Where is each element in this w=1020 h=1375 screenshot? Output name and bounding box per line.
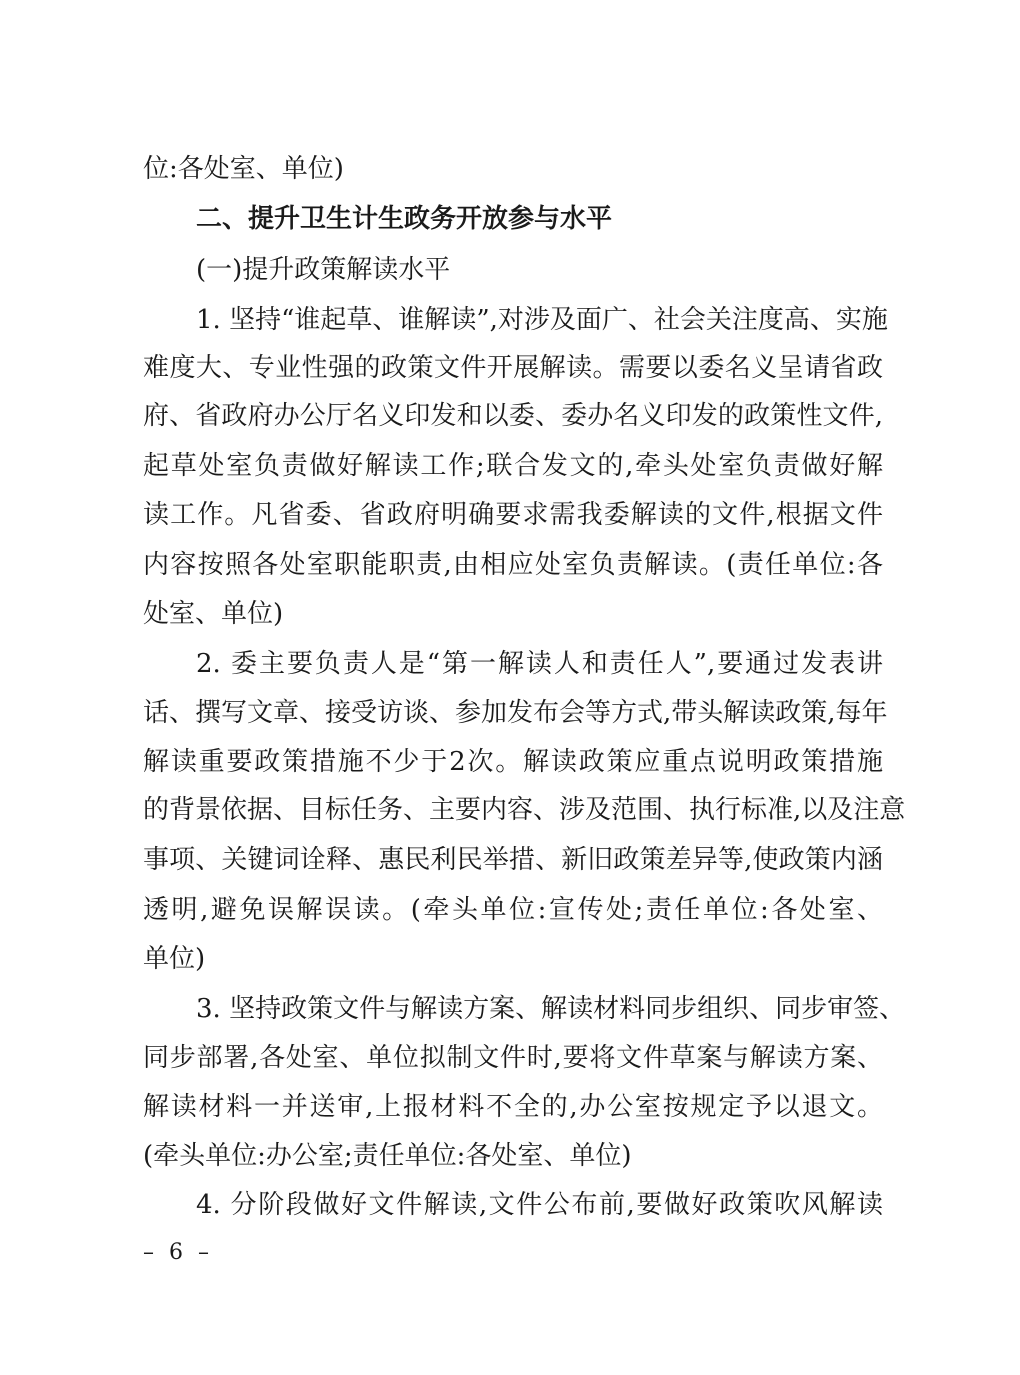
paragraph-line: 话、撰写文章、接受访谈、参加发布会等方式,带头解读政策,每年 bbox=[143, 698, 888, 728]
paragraph-line: 透明,避免误解误读。(牵头单位:宣传处;责任单位:各处室、 bbox=[143, 895, 883, 925]
paragraph-line: 读工作。凡省委、省政府明确要求需我委解读的文件,根据文件 bbox=[143, 500, 883, 530]
paragraph-line: 内容按照各处室职能职责,由相应处室负责解读。(责任单位:各 bbox=[143, 550, 883, 580]
paragraph-line: 的背景依据、目标任务、主要内容、涉及范围、执行标准,以及注意 bbox=[143, 795, 906, 825]
paragraph-line: 1. 坚持“谁起草、谁解读”,对涉及面广、社会关注度高、实施 bbox=[196, 305, 888, 335]
section-heading: 二、提升卫生计生政务开放参与水平 bbox=[196, 204, 613, 234]
paragraph-line: 处室、单位) bbox=[143, 599, 284, 629]
paragraph-line: 2. 委主要负责人是“第一解读人和责任人”,要通过发表讲 bbox=[196, 649, 883, 679]
paragraph-line: 4. 分阶段做好文件解读,文件公布前,要做好政策吹风解读 bbox=[196, 1190, 883, 1220]
subsection-heading: (一)提升政策解读水平 bbox=[196, 255, 451, 285]
paragraph-line: 府、省政府办公厅名义印发和以委、委办名义印发的政策性文件, bbox=[143, 401, 883, 431]
paragraph-line: 解读材料一并送审,上报材料不全的,办公室按规定予以退文。 bbox=[143, 1092, 883, 1122]
paragraph-line: 解读重要政策措施不少于2次。解读政策应重点说明政策措施 bbox=[143, 747, 883, 777]
paragraph-line: 难度大、专业性强的政策文件开展解读。需要以委名义呈请省政 bbox=[143, 353, 883, 383]
page-number: – 6 – bbox=[143, 1240, 213, 1265]
text-line: 位:各处室、单位) bbox=[143, 154, 344, 184]
paragraph-line: 3. 坚持政策文件与解读方案、解读材料同步组织、同步审签、 bbox=[196, 994, 906, 1024]
paragraph-line: 单位) bbox=[143, 944, 206, 974]
paragraph-line: 起草处室负责做好解读工作;联合发文的,牵头处室负责做好解 bbox=[143, 451, 883, 481]
paragraph-line: 同步部署,各处室、单位拟制文件时,要将文件草案与解读方案、 bbox=[143, 1043, 883, 1073]
paragraph-line: (牵头单位:办公室;责任单位:各处室、单位) bbox=[143, 1141, 632, 1171]
paragraph-line: 事项、关键词诠释、惠民利民举措、新旧政策差异等,使政策内涵 bbox=[143, 845, 883, 875]
